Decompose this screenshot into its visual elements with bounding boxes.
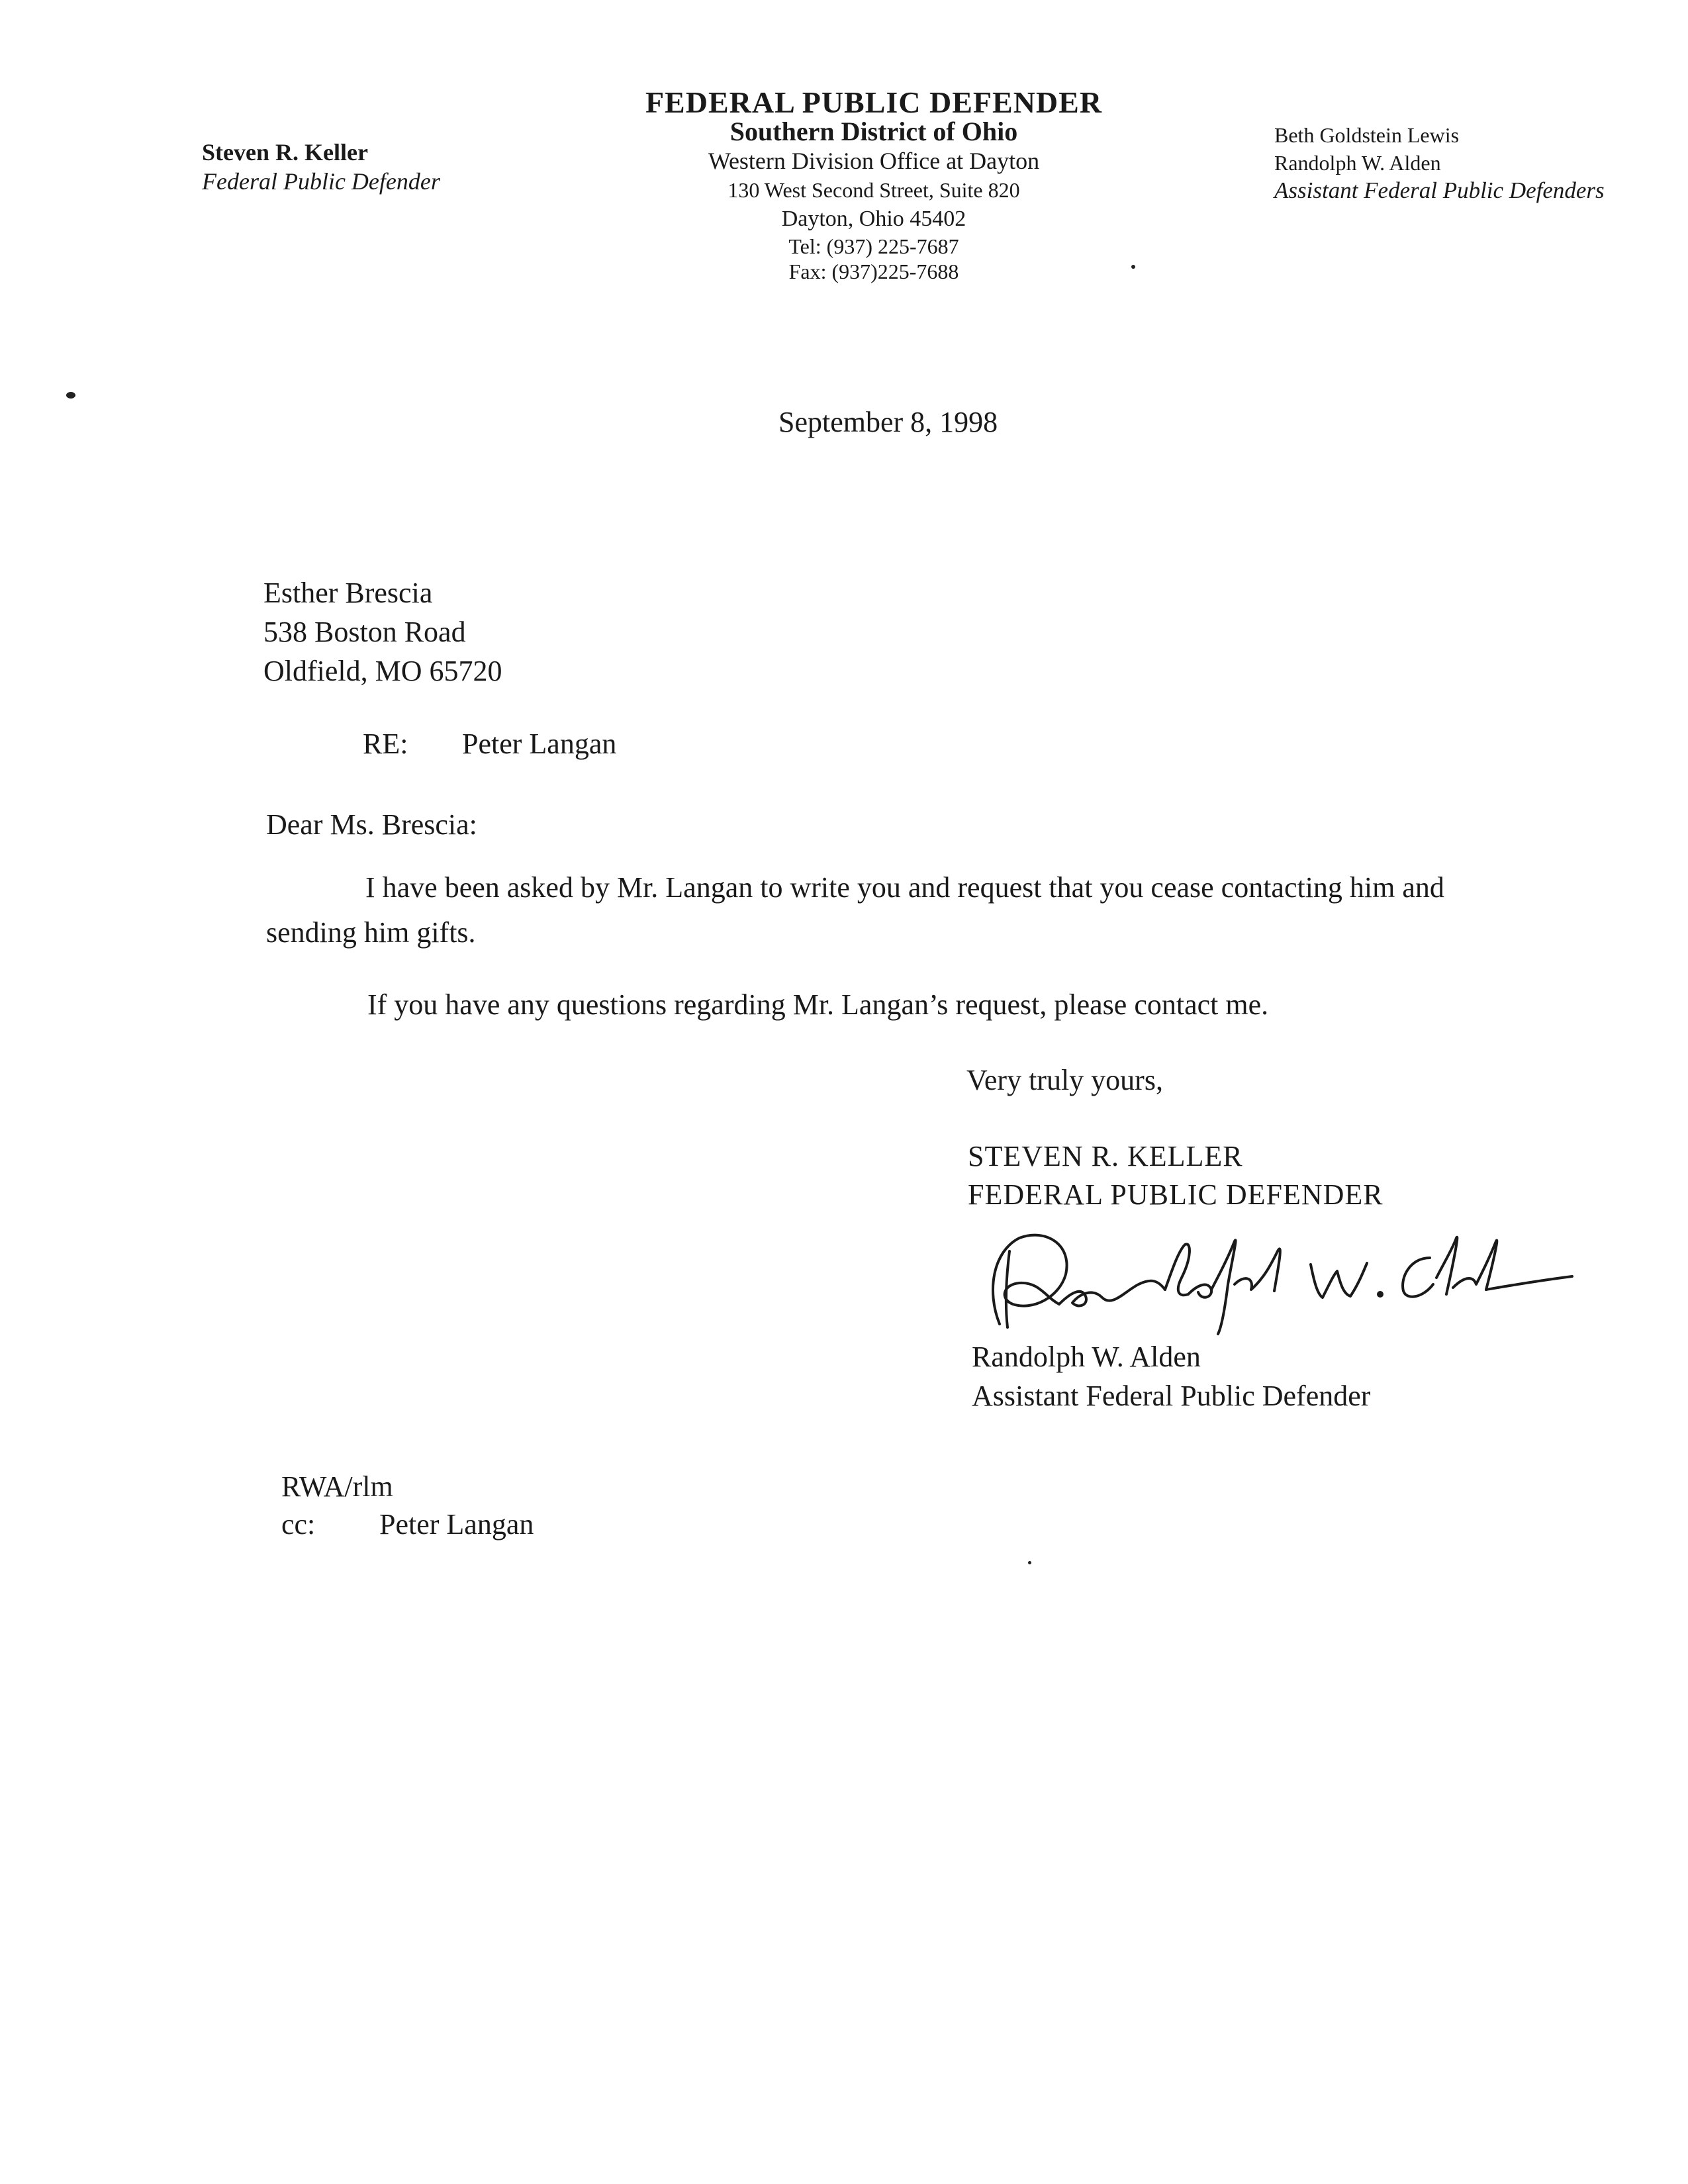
assistant-name-1: Beth Goldstein Lewis [1274,123,1460,147]
assistant-name-2: Randolph W. Alden [1274,151,1441,175]
signer-name: Randolph W. Alden [972,1341,1201,1373]
scan-speck [1131,265,1135,269]
defender-name: Steven R. Keller [202,139,368,166]
signer-title: Assistant Federal Public Defender [972,1380,1371,1412]
cc-value: Peter Langan [379,1508,534,1541]
district-name: Southern District of Ohio [729,117,1018,146]
recipient-address [263,573,502,690]
letterhead-center [583,85,1165,284]
closing: Very truly yours, [966,1064,1163,1096]
reference-initials: RWA/rlm [281,1470,393,1503]
letterhead-left [202,138,440,196]
letter-date: September 8, 1998 [778,406,998,438]
scan-speck [66,392,75,399]
signature-block-line-2: FEDERAL PUBLIC DEFENDER [968,1178,1383,1211]
body-paragraph-2: If you have any questions regarding Mr. Langan’s request, please contact me. [367,988,1269,1021]
cc-label: cc: [281,1508,316,1541]
scan-speck [1028,1561,1031,1564]
salutation: Dear Ms. Brescia: [266,808,477,841]
office-city: Dayton, Ohio 45402 [781,207,966,231]
handwritten-signature [973,1211,1582,1337]
assistant-title: Assistant Federal Public Defenders [1274,177,1605,203]
office-fax: Fax: (937)225-7688 [788,260,959,283]
re-line [363,727,616,761]
signature-block-line-1: STEVEN R. KELLER [968,1140,1243,1172]
office-tel: Tel: (937) 225-7687 [788,234,959,258]
defender-title: Federal Public Defender [202,168,440,195]
recipient-city: Oldfield, MO 65720 [263,655,502,687]
letterhead-right [1274,121,1605,205]
re-label: RE: [363,728,408,760]
body-paragraph-1 [266,865,1577,955]
paragraph-1-line-2: sending him gifts. [266,916,476,949]
re-value: Peter Langan [462,728,617,760]
signer [972,1337,1370,1415]
office-street: 130 West Second Street, Suite 820 [727,178,1020,202]
cc-line [281,1507,534,1541]
paragraph-1-line-1: I have been asked by Mr. Langan to write you and request that you cease contacting him and [365,871,1444,904]
office-name: FEDERAL PUBLIC DEFENDER [645,85,1103,119]
division-name: Western Division Office at Dayton [708,148,1040,174]
signature-block [968,1137,1383,1214]
recipient-name: Esther Brescia [263,577,433,609]
recipient-street: 538 Boston Road [263,616,466,648]
